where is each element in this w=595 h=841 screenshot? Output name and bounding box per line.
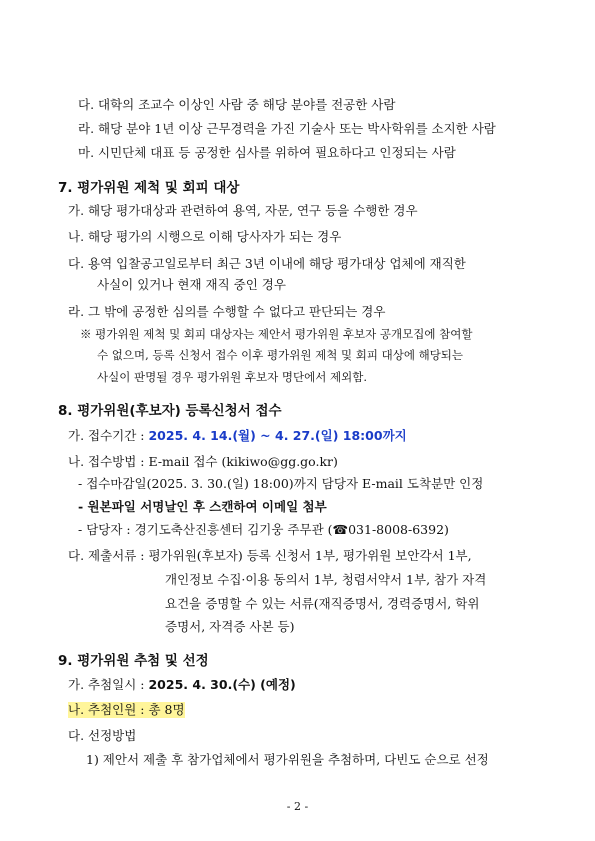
draw-date [68,677,296,693]
criteria-line-ra: 라. 해당 분야 1년 이상 근무경력을 가진 기술사 또는 박사학위를 소지한 사람 [78,121,496,136]
criteria-line-ma: 마. 시민단체 대표 등 공정한 심사를 위하여 필요하다고 인정되는 사람 [78,145,456,160]
selection-method-detail: 1) 제안서 제출 후 참가업체에서 평가위원을 추첨하며, 다빈도 순으로 선정 [86,752,489,767]
draw-count: 나. 추첨인원 : 총 8명 [68,702,185,717]
section-7-item-da: 다. 용역 입찰공고일로부터 최근 3년 이내에 해당 평가대상 업체에 재직한 [68,256,466,271]
section-7-heading: 7. 평가위원 제척 및 회피 대상 [58,180,240,196]
section-7-item-ga: 가. 해당 평가대상과 관련하여 용역, 자문, 연구 등을 수행한 경우 [68,203,418,218]
contact-person [78,522,449,538]
original-file-instruction: - 원본파일 서명날인 후 스캔하여 이메일 첨부 [78,499,327,514]
section-8-heading: 8. 평가위원(후보자) 등록신청서 접수 [58,403,282,419]
submission-deadline: - 접수마감일(2025. 3. 30.(일) 18:00)까지 담당자 E-mail 도착분만 인정 [78,476,484,491]
submission-period-value: 2025. 4. 14.(월) ~ 4. 27.(일) 18:00까지 [148,428,407,443]
required-documents-line-2: 개인정보 수집·이용 동의서 1부, 청렴서약서 1부, 참가 자격 [165,572,487,587]
section-7-item-ra: 라. 그 밖에 공정한 심의를 수행할 수 없다고 판단되는 경우 [68,304,386,319]
section-9-heading: 9. 평가위원 추첨 및 선정 [58,653,209,669]
draw-date-label: 가. 추첨일시 : [68,677,149,692]
criteria-line-da: 다. 대학의 조교수 이상인 사람 중 해당 분야를 전공한 사람 [78,97,396,112]
draw-date-value: 2025. 4. 30.(수) (예정) [148,677,296,692]
required-documents-line-3: 요건을 증명할 수 있는 서류(재직증명서, 경력증명서, 학위 [165,596,480,611]
section-7-note-line-2: 수 없으며, 등록 신청서 접수 이후 평가위원 제척 및 회피 대상에 해당되는 [97,348,464,362]
submission-period-label: 가. 접수기간 : [68,428,149,443]
phone-icon: ☎ [332,522,349,537]
section-7-note-line-1: ※ 평가위원 제척 및 회피 대상자는 제안서 평가위원 후보자 공개모집에 참여할 [80,327,473,341]
page-number: - 2 - [286,800,309,813]
selection-method: 다. 선정방법 [68,728,137,743]
section-7-item-da-cont: 사실이 있거나 현재 재직 중인 경우 [97,277,286,292]
contact-phone: 031-8008-6392) [348,522,449,537]
required-documents-line-1: 다. 제출서류 : 평가위원(후보자) 등록 신청서 1부, 평가위원 보안각서 1부, [68,548,472,563]
required-documents-line-4: 증명서, 자격증 사본 등) [165,619,295,634]
section-7-item-na: 나. 해당 평가의 시행으로 이해 당사자가 되는 경우 [68,229,342,244]
submission-method: 나. 접수방법 : E-mail 접수 (kikiwo@gg.go.kr) [68,454,338,469]
submission-period [68,428,407,444]
section-7-note-line-3: 사실이 판명될 경우 평가위원 후보자 명단에서 제외함. [97,370,367,384]
contact-prefix: - 담당자 : 경기도축산진흥센터 김기웅 주무관 ( [78,522,333,537]
